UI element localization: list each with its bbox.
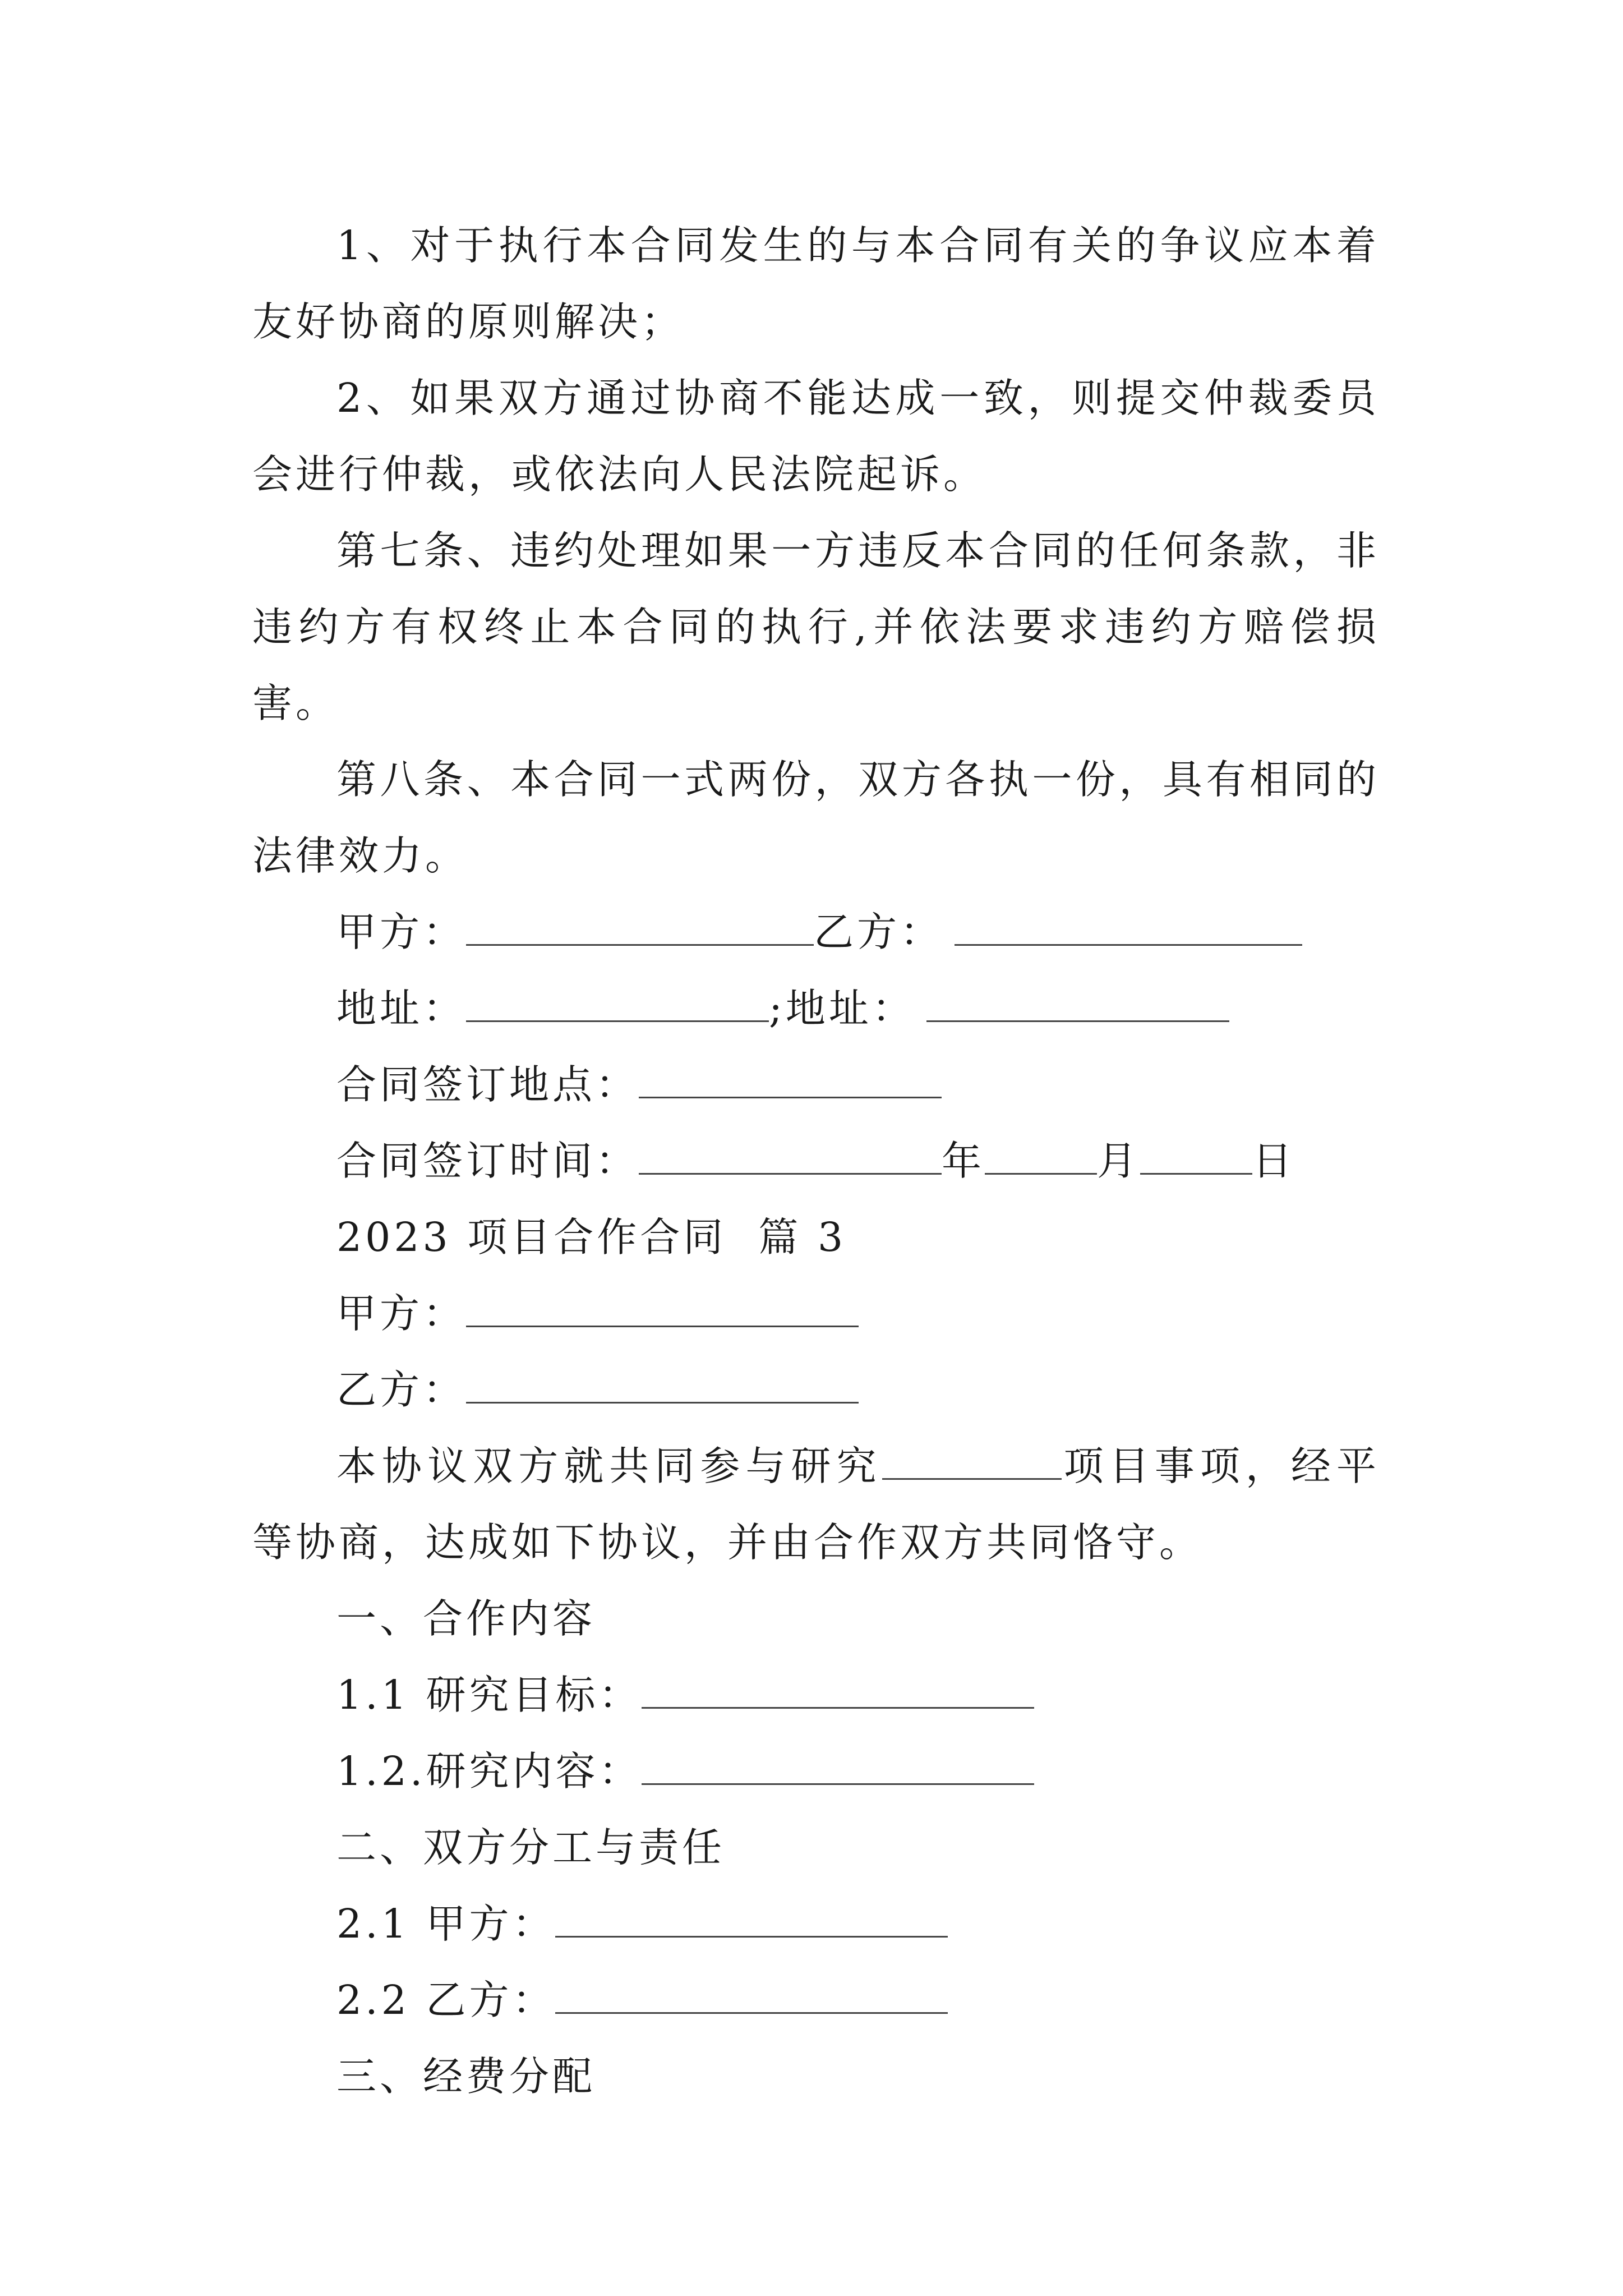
signing-month-blank[interactable] <box>985 1138 1097 1175</box>
contract-3-party-b-label: 乙方： <box>336 1366 467 1413</box>
address-a-label: 地址： <box>336 985 467 1032</box>
item-2-1-line <box>252 1886 1380 1962</box>
signature-parties-line <box>252 894 1380 970</box>
address-a-blank[interactable] <box>466 986 769 1022</box>
item-1-2-line <box>252 1733 1380 1810</box>
contract-3-heading <box>252 1199 1380 1276</box>
contract-3-party-a-blank[interactable] <box>466 1291 859 1327</box>
contract-3-intro <box>252 1428 1380 1581</box>
section-3-heading: 三、经费分配 <box>336 2053 596 2100</box>
article-8-copies: 第八条、本合同一式两份，双方各执一份，具有相同的法律效力。 <box>252 756 1380 879</box>
duty-party-b-blank[interactable] <box>555 1977 948 2014</box>
signing-time-line <box>252 1123 1380 1199</box>
duty-party-a-label: 2.1 甲方： <box>336 1901 556 1947</box>
research-goal-blank[interactable] <box>642 1672 1034 1709</box>
item-1-1-line <box>252 1657 1380 1733</box>
signing-place-blank[interactable] <box>639 1062 942 1098</box>
document-body <box>252 208 1380 2115</box>
duty-party-b-label: 2.2 乙方： <box>336 1977 556 2023</box>
duty-party-a-blank[interactable] <box>555 1901 948 1938</box>
research-content-blank[interactable] <box>642 1749 1034 1785</box>
section-2-heading: 二、双方分工与责任 <box>336 1824 726 1871</box>
contract-3-party-a-line <box>252 1276 1380 1352</box>
party-b-blank[interactable] <box>955 909 1302 946</box>
contract-3-party-a-label: 甲方： <box>336 1290 467 1337</box>
signing-day-blank[interactable] <box>1140 1138 1252 1175</box>
research-content-label: 1.2.研究内容： <box>336 1748 642 1795</box>
party-a-label: 甲方： <box>336 909 467 955</box>
intro-after: 项目事项，经平等协商，达成如下协议，并由合作双方共同恪守。 <box>252 1443 1380 1566</box>
contract-3-party-b-blank[interactable] <box>466 1367 859 1404</box>
intro-before: 本协议双方就共同参与研究 <box>336 1443 882 1489</box>
party-a-blank[interactable] <box>466 909 814 946</box>
section-1-heading: 一、合作内容 <box>336 1595 596 1642</box>
item-2-2-line <box>252 1962 1380 2039</box>
contract-3-title: 2023 项目合作合同 篇 3 <box>336 1214 847 1260</box>
signing-place-label: 合同签订地点： <box>336 1061 639 1108</box>
party-b-label: 乙方： <box>814 909 944 955</box>
research-goal-label: 1.1 研究目标： <box>336 1672 642 1718</box>
project-name-blank[interactable] <box>882 1443 1062 1480</box>
signature-address-line <box>252 970 1380 1047</box>
month-label: 月 <box>1097 1138 1141 1184</box>
address-b-blank[interactable] <box>926 986 1229 1022</box>
dispute-clause-1: 1、对于执行本合同发生的与本合同有关的争议应本着友好协商的原则解决； <box>252 222 1380 345</box>
signing-time-label: 合同签订时间： <box>336 1138 639 1184</box>
signing-year-blank[interactable] <box>639 1138 942 1175</box>
day-label: 日 <box>1252 1138 1296 1184</box>
address-b-label: ;地址： <box>769 985 915 1032</box>
signing-place-line <box>252 1047 1380 1123</box>
year-label: 年 <box>942 1138 985 1184</box>
contract-3-party-b-line <box>252 1352 1380 1428</box>
dispute-clause-2: 2、如果双方通过协商不能达成一致，则提交仲裁委员会进行仲裁，或依法向人民法院起诉。 <box>252 375 1380 498</box>
article-7-breach: 第七条、违约处理如果一方违反本合同的任何条款，非违约方有权终止本合同的执行,并依法要求违约方赔偿损害。 <box>252 527 1380 726</box>
